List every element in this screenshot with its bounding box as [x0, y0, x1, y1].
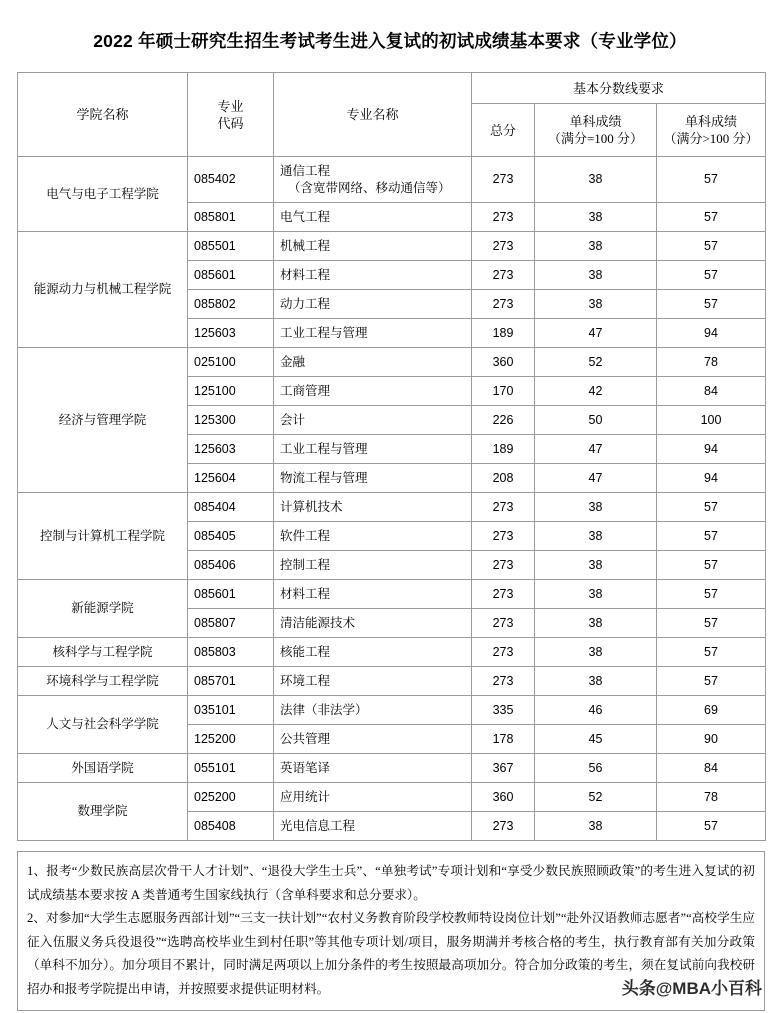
cell-total-score: 273 — [472, 290, 535, 319]
cell-college: 人文与社会科学学院 — [18, 696, 188, 754]
cell-major-code: 085406 — [188, 551, 274, 580]
table-row — [18, 667, 766, 696]
cell-total-score: 273 — [472, 812, 535, 841]
cell-subject-score-gt100: 57 — [657, 522, 766, 551]
major-name-line1: 材料工程 — [280, 586, 331, 601]
cell-college: 控制与计算机工程学院 — [18, 493, 188, 580]
major-name-line2: （含宽带网络、移动通信等） — [288, 180, 451, 195]
cell-college: 电气与电子工程学院 — [18, 157, 188, 232]
header-subject-score-gt100 — [657, 104, 766, 157]
cell-subject-score-eq100: 45 — [535, 725, 657, 754]
major-name-line1: 物流工程与管理 — [280, 470, 368, 485]
cell-subject-score-eq100: 38 — [535, 290, 657, 319]
cell-major-name — [274, 348, 472, 377]
cell-subject-score-gt100: 57 — [657, 580, 766, 609]
cell-subject-score-eq100: 38 — [535, 551, 657, 580]
cell-subject-score-gt100: 57 — [657, 232, 766, 261]
table-header — [18, 73, 766, 157]
cell-subject-score-gt100: 57 — [657, 493, 766, 522]
header-subject-score-eq100 — [535, 104, 657, 157]
cell-subject-score-eq100: 47 — [535, 319, 657, 348]
major-name-line1: 通信工程 — [280, 163, 331, 178]
major-name-line1: 会计 — [280, 412, 306, 427]
cell-college: 环境科学与工程学院 — [18, 667, 188, 696]
cell-major-name — [274, 522, 472, 551]
cell-major-name — [274, 232, 472, 261]
cell-subject-score-eq100: 38 — [535, 812, 657, 841]
cell-subject-score-eq100: 38 — [535, 638, 657, 667]
major-name-line1: 光电信息工程 — [280, 818, 356, 833]
cell-total-score: 360 — [472, 348, 535, 377]
cell-total-score: 273 — [472, 522, 535, 551]
cell-total-score: 208 — [472, 464, 535, 493]
table-row — [18, 348, 766, 377]
cell-subject-score-gt100: 78 — [657, 348, 766, 377]
major-name-line1: 材料工程 — [280, 267, 331, 282]
cell-subject-score-gt100: 84 — [657, 377, 766, 406]
cell-total-score: 273 — [472, 609, 535, 638]
major-name-line1: 电气工程 — [280, 209, 331, 224]
cell-subject-score-gt100: 94 — [657, 319, 766, 348]
table-row — [18, 696, 766, 725]
major-name-line1: 计算机技术 — [280, 499, 343, 514]
cell-major-name — [274, 638, 472, 667]
cell-total-score: 335 — [472, 696, 535, 725]
header-major-code-line1: 专业 — [217, 98, 244, 114]
cell-total-score: 273 — [472, 232, 535, 261]
cell-total-score: 178 — [472, 725, 535, 754]
cell-subject-score-eq100: 47 — [535, 464, 657, 493]
header-major-code-line2: 代码 — [217, 115, 244, 131]
cell-major-code: 055101 — [188, 754, 274, 783]
table-row — [18, 157, 766, 203]
cell-major-code: 035101 — [188, 696, 274, 725]
cell-subject-score-eq100: 38 — [535, 232, 657, 261]
cell-college: 数理学院 — [18, 783, 188, 841]
cell-major-name — [274, 783, 472, 812]
cell-major-code: 025100 — [188, 348, 274, 377]
cell-total-score: 189 — [472, 435, 535, 464]
cell-major-code: 085601 — [188, 261, 274, 290]
cell-subject-score-gt100: 57 — [657, 157, 766, 203]
cell-major-name — [274, 696, 472, 725]
cell-subject-score-eq100: 38 — [535, 203, 657, 232]
table-row — [18, 783, 766, 812]
cell-major-name — [274, 406, 472, 435]
cell-major-name — [274, 290, 472, 319]
table-row — [18, 638, 766, 667]
cell-total-score: 273 — [472, 580, 535, 609]
cell-major-code: 085408 — [188, 812, 274, 841]
cell-total-score: 273 — [472, 261, 535, 290]
cell-major-code: 085404 — [188, 493, 274, 522]
cell-major-name — [274, 157, 472, 203]
cell-subject-score-eq100: 52 — [535, 348, 657, 377]
cell-major-name — [274, 203, 472, 232]
cell-major-code: 085801 — [188, 203, 274, 232]
major-name-line1: 核能工程 — [280, 644, 331, 659]
cell-major-code: 085807 — [188, 609, 274, 638]
cell-subject-score-eq100: 46 — [535, 696, 657, 725]
admission-score-table — [17, 72, 766, 841]
cell-total-score: 273 — [472, 551, 535, 580]
major-name-line1: 机械工程 — [280, 238, 331, 253]
cell-major-code: 125200 — [188, 725, 274, 754]
cell-college: 能源动力与机械工程学院 — [18, 232, 188, 348]
cell-major-name — [274, 667, 472, 696]
cell-major-name — [274, 464, 472, 493]
cell-subject-score-gt100: 57 — [657, 203, 766, 232]
cell-subject-score-eq100: 47 — [535, 435, 657, 464]
cell-subject-score-gt100: 57 — [657, 812, 766, 841]
table-row — [18, 232, 766, 261]
cell-major-name — [274, 261, 472, 290]
cell-major-code: 125603 — [188, 435, 274, 464]
header-row-top — [18, 73, 766, 104]
cell-subject-score-gt100: 100 — [657, 406, 766, 435]
cell-major-code: 125300 — [188, 406, 274, 435]
cell-major-name — [274, 493, 472, 522]
watermark: 头条@MBA小百科 — [621, 979, 762, 998]
major-name-line1: 工业工程与管理 — [280, 325, 368, 340]
page-title: 2022 年硕士研究生招生考试考生进入复试的初试成绩基本要求（专业学位） — [93, 31, 687, 51]
cell-subject-score-gt100: 69 — [657, 696, 766, 725]
major-name-line1: 软件工程 — [280, 528, 331, 543]
cell-college: 核科学与工程学院 — [18, 638, 188, 667]
major-name-line1: 环境工程 — [280, 673, 331, 688]
cell-major-code: 085402 — [188, 157, 274, 203]
cell-subject-score-gt100: 78 — [657, 783, 766, 812]
cell-major-code: 085601 — [188, 580, 274, 609]
cell-major-code: 125604 — [188, 464, 274, 493]
cell-college: 外国语学院 — [18, 754, 188, 783]
major-name-line1: 清洁能源技术 — [280, 615, 356, 630]
cell-total-score: 273 — [472, 638, 535, 667]
major-name-line1: 金融 — [280, 354, 306, 369]
major-name-line1: 动力工程 — [280, 296, 331, 311]
cell-subject-score-eq100: 38 — [535, 609, 657, 638]
cell-major-name — [274, 609, 472, 638]
cell-subject-score-eq100: 38 — [535, 157, 657, 203]
table-row — [18, 580, 766, 609]
cell-major-code: 025200 — [188, 783, 274, 812]
cell-subject-score-gt100: 57 — [657, 609, 766, 638]
cell-subject-score-gt100: 57 — [657, 638, 766, 667]
cell-major-name — [274, 435, 472, 464]
cell-total-score: 170 — [472, 377, 535, 406]
cell-major-name — [274, 812, 472, 841]
header-college: 学院名称 — [18, 73, 188, 157]
table-row — [18, 754, 766, 783]
major-name-line1: 公共管理 — [280, 731, 331, 746]
cell-total-score: 189 — [472, 319, 535, 348]
major-name-line1: 工业工程与管理 — [280, 441, 368, 456]
major-name-line1: 控制工程 — [280, 557, 331, 572]
cell-total-score: 367 — [472, 754, 535, 783]
cell-major-name — [274, 319, 472, 348]
cell-total-score: 360 — [472, 783, 535, 812]
header-subject-score-eq100-line1: 单科成绩 — [569, 114, 622, 129]
cell-major-code: 125603 — [188, 319, 274, 348]
header-total-score: 总分 — [472, 104, 535, 157]
cell-total-score: 273 — [472, 493, 535, 522]
table-row — [18, 493, 766, 522]
cell-college: 经济与管理学院 — [18, 348, 188, 493]
header-major-code — [188, 73, 274, 157]
cell-major-name — [274, 580, 472, 609]
cell-subject-score-gt100: 94 — [657, 435, 766, 464]
cell-total-score: 273 — [472, 203, 535, 232]
cell-major-code: 085701 — [188, 667, 274, 696]
note-item-2: 2、对参加“大学生志愿服务西部计划”“三支一扶计划”“农村义务教育阶段学校教师特设岗位计划”“赴外汉语教师志愿者”“高校学生应征入伍服义务兵役退役”“选聘高校毕业生到村任职”等其他专项计划/项目，服务期满并考核合格的考生，执行教育部有关加分政策（单科不加分）。加分项目不累计，同时满足两项以上加分条件的考生按照最高项加分。符合加分政策的考生，须在复试前向我校研招办和报考学院提出申请，并按照要求提供证明材料。 — [27, 911, 755, 996]
cell-subject-score-eq100: 38 — [535, 667, 657, 696]
major-name-line1: 工商管理 — [280, 383, 331, 398]
major-name-line1: 应用统计 — [280, 789, 331, 804]
cell-major-code: 125100 — [188, 377, 274, 406]
note-item-1: 1、报考“少数民族高层次骨干人才计划”、“退役大学生士兵”、“单独考试”专项计划和“享受少数民族照顾政策”的考生进入复试的初试成绩基本要求按 A 类普通考生国家线执行（含单科要求和总分要求）。 — [27, 864, 755, 902]
cell-college: 新能源学院 — [18, 580, 188, 638]
cell-major-name — [274, 725, 472, 754]
cell-major-name — [274, 754, 472, 783]
header-subject-score-gt100-line2: （满分>100 分） — [663, 131, 759, 146]
cell-subject-score-eq100: 38 — [535, 493, 657, 522]
cell-subject-score-gt100: 84 — [657, 754, 766, 783]
table-body — [18, 157, 766, 841]
cell-subject-score-eq100: 52 — [535, 783, 657, 812]
cell-major-name — [274, 377, 472, 406]
cell-major-code: 085405 — [188, 522, 274, 551]
cell-total-score: 273 — [472, 157, 535, 203]
cell-subject-score-gt100: 57 — [657, 667, 766, 696]
header-subject-score-gt100-line1: 单科成绩 — [684, 114, 737, 129]
cell-subject-score-eq100: 56 — [535, 754, 657, 783]
cell-subject-score-eq100: 38 — [535, 522, 657, 551]
header-score-requirement-group: 基本分数线要求 — [472, 73, 766, 104]
header-major-name: 专业名称 — [274, 73, 472, 157]
cell-major-code: 085802 — [188, 290, 274, 319]
score-table-container — [17, 72, 765, 841]
cell-total-score: 273 — [472, 667, 535, 696]
cell-subject-score-eq100: 38 — [535, 261, 657, 290]
cell-subject-score-gt100: 94 — [657, 464, 766, 493]
cell-subject-score-gt100: 57 — [657, 551, 766, 580]
cell-major-code: 085501 — [188, 232, 274, 261]
cell-subject-score-eq100: 42 — [535, 377, 657, 406]
cell-subject-score-gt100: 57 — [657, 261, 766, 290]
cell-major-name — [274, 551, 472, 580]
major-name-line1: 英语笔译 — [280, 760, 331, 775]
cell-subject-score-eq100: 38 — [535, 580, 657, 609]
header-subject-score-eq100-line2: （满分=100 分） — [547, 131, 644, 146]
cell-subject-score-eq100: 50 — [535, 406, 657, 435]
cell-total-score: 226 — [472, 406, 535, 435]
cell-major-code: 085803 — [188, 638, 274, 667]
cell-subject-score-gt100: 90 — [657, 725, 766, 754]
major-name-line1: 法律（非法学） — [280, 702, 368, 717]
cell-subject-score-gt100: 57 — [657, 290, 766, 319]
